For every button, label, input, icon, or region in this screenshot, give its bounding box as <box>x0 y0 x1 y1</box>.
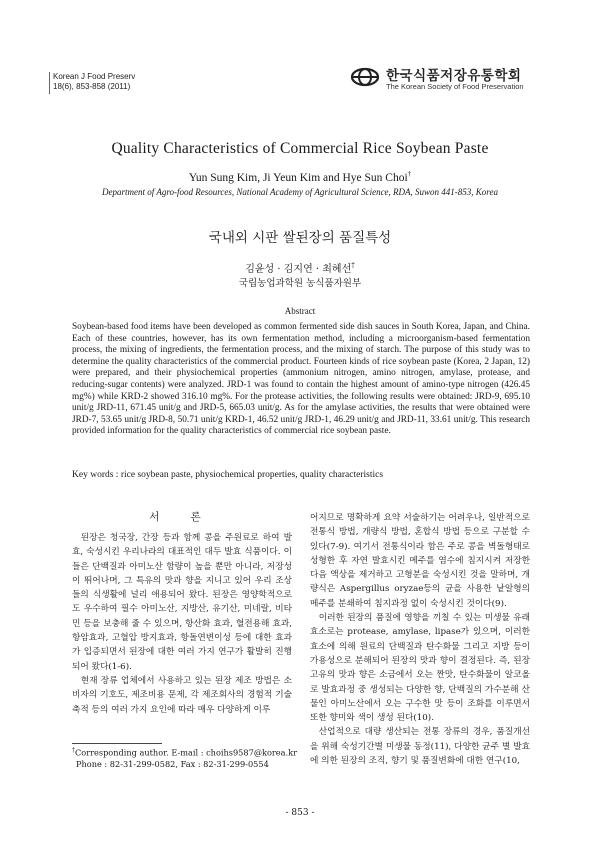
corresponding-mark-korean: † <box>351 261 355 270</box>
article-title-korean: 국내외 시판 쌀된장의 품질특성 <box>208 230 392 246</box>
paragraph: 어지므로 명확하게 요약 서술하기는 어려우나, 일반적으로 전통식 방법, 개량식 방법, 혼합식 방법 등으로 구분할 수 있다(7-9). 여기서 전통식이라 함은 주로 콩을 벽돌형태로 성형한 후 자연 발효시킨 메주를 염수에 침지시켜 저장한 다음 액상을 제거하고 고형분을 숙성시킨 것을 말하며, 개량식은 Aspergillus oryzae등의 균을 사용한 낱알형의 메주를 분쇄하여 침지과정 없이 숙성시킨 것이다(9). <box>310 513 530 609</box>
keywords-text: rice soybean paste, physiochemical properties, quality characteristics <box>120 470 384 480</box>
authors-text: Yun Sung Kim, Ji Yeun Kim and Hye Sun Choi <box>188 171 408 184</box>
footnote-rule <box>72 743 162 744</box>
journal-volume: 18(6), 853-858 (2011) <box>53 82 131 91</box>
paragraph: 현재 장류 업체에서 사용하고 있는 된장 제조 방법은 소비자의 기호도, 제조비용 문제, 각 제조회사의 경험적 기술 축적 등의 여러 가지 요인에 따라 매우 다양하게 이루 <box>72 675 292 715</box>
article-authors <box>0 170 600 184</box>
keywords <box>72 470 532 480</box>
journal-name: Korean J Food Preserv <box>53 72 136 81</box>
section-heading-introduction: 서 론 <box>149 511 215 523</box>
journal-citation <box>49 72 135 92</box>
footnote-mark: † <box>72 747 75 754</box>
keywords-label: Key words : <box>72 470 119 480</box>
left-column <box>72 531 292 717</box>
society-header <box>350 64 550 96</box>
footnote-email-line <box>72 745 302 759</box>
article-title: Quality Characteristics of Commercial Rice Soybean Paste <box>111 140 489 157</box>
abstract-body: Soybean-based food items have been developed as common fermented side dish sauces in South Korea, Japan, and China. Each of these countries, however, has its own fermentation method, including a microorganism-based fermentation process, the mixing of ingredients, the fermentation process, and the mixing of starch. The purpose of this study was to determine the quality characteristics of the commercial product. Fourteen kinds of rice soybean paste (Korea, 2 Japan, 12) were prepared, and their physiochemical properties (ammonium nitrogen, amino nitrogen, amylase, protease, and reducing-sugar contents) were analyzed. JRD-1 was found to contain the highest amount of amino-type nitrogen (426.45 mg%) while KRD-2 showed 316.10 mg%. For the protease activities, the following results were obtained: JRD-9, 695.10 unit/g JRD-11, 671.45 unit/g and JRD-5, 665.03 unit/g. As for the amylase activities, the results that were obtained were JRD-7, 53.65 unit/g JRD-8, 50.71 unit/g KRD-1, 46.52 unit/g JRD-1, 46.29 unit/g and JRD-11, 33.61 unit/g. This research provided information for the quality characteristics of commercial rice soybean paste. <box>72 322 530 437</box>
authors-korean-text: 김윤성 · 김지연 · 최혜선 <box>245 264 352 275</box>
article-affiliation: Department of Agro-food Resources, National Academy of Agricultural Science, RDA, Suwon 441-853, Korea <box>102 187 498 197</box>
affiliation-korean: 국립농업과학원 농식품자원부 <box>238 278 362 289</box>
corresponding-mark: † <box>407 170 412 178</box>
society-name-korean: 한국식품저장유통학회 <box>386 68 522 84</box>
paragraph: 된장은 청국장, 간장 등과 함께 콩을 주원료로 하여 발효, 숙성시킨 우리나라의 대표적인 대두 발효 식품이다. 이들은 단백질과 아미노산 함량이 높을 뿐만 아니라, 저장성이 뛰어나며, 그 특유의 맛과 향을 지니고 있어 우리 조상들의 식생활에 널리 애용되어 왔다. 된장은 영양학적으로도 우수하여 필수 아미노산, 지방산, 유기산, 미네랄, 비타민 등을 보충해 줄 수 있으며, 항산화 효과, 혈전용해 효과, 항암효과, 고혈압 방지효과, 항돌연변이성 등에 대한 효과가 입증되면서 된장에 대한 여러 가지 연구가 활발히 진행되어 왔다(1-6). <box>72 533 292 672</box>
paragraph: 산업적으로 대량 생산되는 전통 장류의 경우, 품질개선을 위해 숙성기간별 미생물 동정(11), 다양한 균주 별 발효에 의한 된장의 조직, 향기 및 품질변화에 대한 연구(10, <box>310 727 530 767</box>
footnote-phone: Phone : 82-31-299-0582, Fax : 82-31-299-0554 <box>76 758 269 769</box>
paragraph: 이러한 된장의 품질에 영향을 끼칠 수 있는 미생물 유래 효소로는 protease, amylase, lipase가 있으며, 이러한 효소에 의해 원료의 단백질과 탄수화물 그리고 지방 등이 가용성으로 분해되어 된장의 맛과 향이 결정된다. 즉, 된장 고유의 맛과 향은 소금에서 오는 짠맛, 탄수화물이 알코올로 발효과정 중 생성되는 다양한 향, 단백질의 가수분해 산물인 아미노산에서 오는 구수한 맛 등이 조화를 이루면서 또한 향미와 색이 생성 된다(10). <box>310 613 530 724</box>
right-column <box>310 511 530 768</box>
page-number: - 853 - <box>285 808 315 818</box>
footnote-email: Corresponding author. E-mail : choihs9587@korea.kr <box>75 747 298 758</box>
footnote <box>72 745 302 770</box>
society-logo-icon <box>350 66 380 88</box>
society-name-english: The Korean Society of Food Preservation <box>386 82 524 91</box>
article-authors-korean <box>0 260 600 275</box>
abstract-heading: Abstract <box>284 306 316 316</box>
